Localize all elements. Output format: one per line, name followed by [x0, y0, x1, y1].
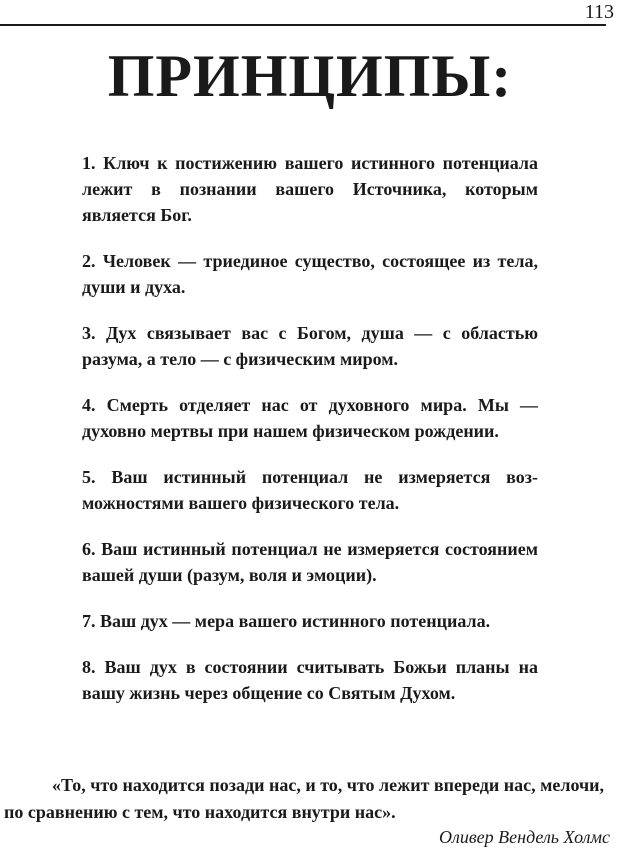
- principle-item: 2. Человек — триединое существо, состоящее из тела, души и духа.: [82, 251, 538, 297]
- principle-item: 1. Ключ к постижению вашего истинного потенциала лежит в познании вашего Источника, которым является Бог.: [82, 153, 538, 225]
- header-rule: [0, 24, 606, 26]
- principle-item: 3. Дух связывает вас с Богом, душа — с областью разума, а тело — с физическим миром.: [82, 323, 538, 369]
- principles-list: [82, 150, 538, 726]
- quote-author: Оливер Вендель Холмс: [439, 827, 610, 847]
- principle-item: 7. Ваш дух — мера вашего истинного потенциала.: [82, 611, 491, 631]
- epigraph-quote: «То, что находится позади нас, и то, что лежит впереди нас, мелочи, по сравнению с тем, что находится внутри нас».: [4, 775, 604, 822]
- page-number: 113: [584, 1, 614, 23]
- principle-item: 6. Ваш истинный потенциал не измеряется состоянием вашей души (разум, воля и эмоции).: [82, 539, 538, 585]
- page-title: ПРИНЦИПЫ:: [107, 43, 513, 109]
- principle-item: 5. Ваш истинный потенциал не измеряется возможностями вашего физического тела.: [82, 467, 538, 513]
- principle-item: 8. Ваш дух в состоянии считывать Божьи планы на вашу жизнь через общение со Святым Духом.: [82, 657, 538, 703]
- principle-item: 4. Смерть отделяет нас от духовного мира. Мы — духовно мертвы при нашем физическом рождении.: [82, 395, 538, 441]
